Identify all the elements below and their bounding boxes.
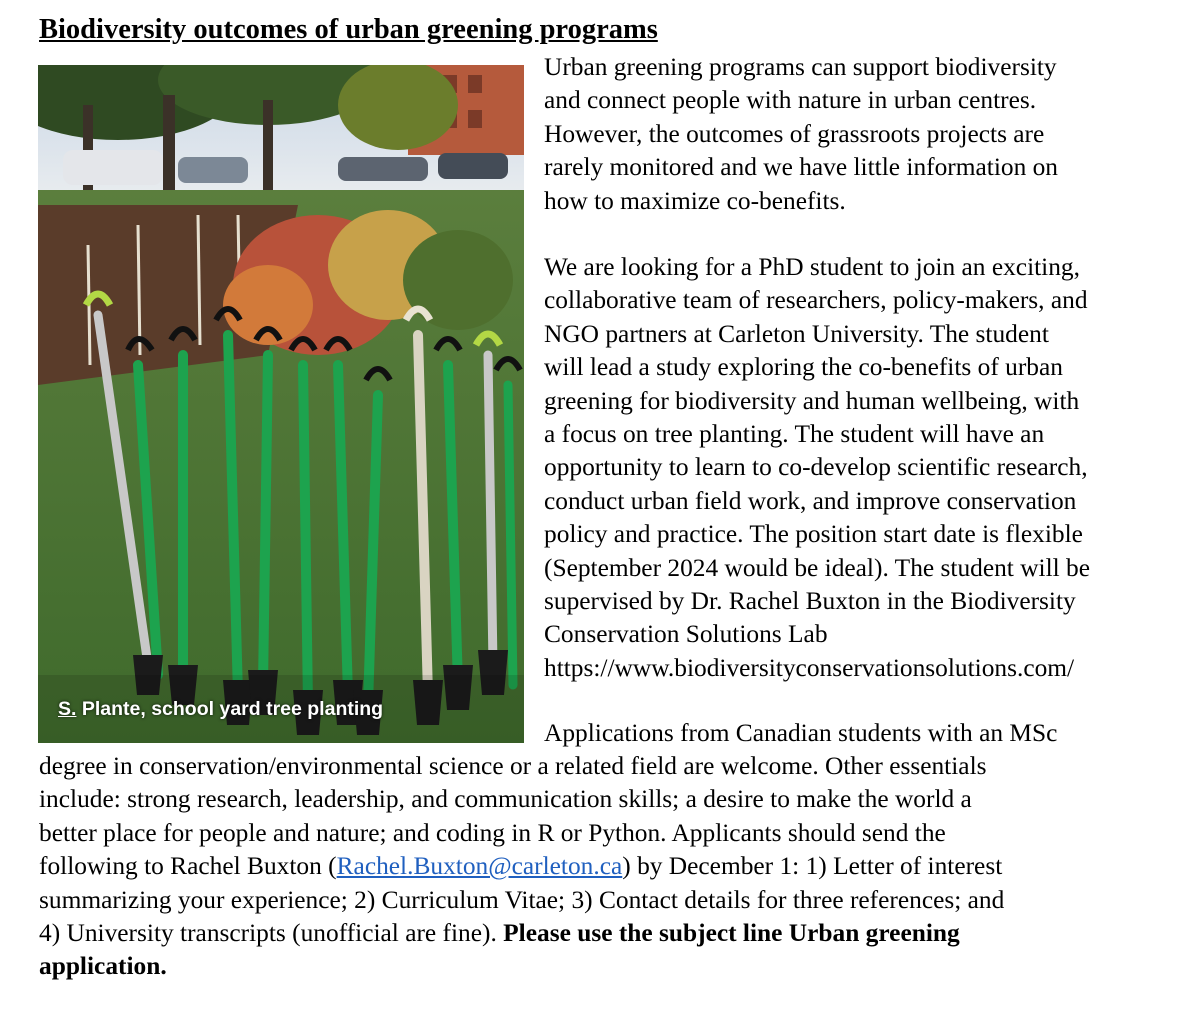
position-line: collaborative team of researchers, policy-makers, and bbox=[544, 286, 1088, 315]
applications-first-line bbox=[544, 717, 1057, 750]
position-line: will lead a study exploring the co-benefits of urban bbox=[544, 353, 1063, 382]
photo-caption bbox=[58, 698, 383, 721]
intro-line: and connect people with nature in urban centres. bbox=[544, 86, 1037, 115]
position-line: We are looking for a PhD student to join an exciting, bbox=[544, 253, 1080, 281]
position-paragraph bbox=[544, 251, 1090, 685]
applications-paragraph bbox=[39, 750, 1004, 984]
applications-line: better place for people and nature; and coding in R or Python. Applicants should send the bbox=[39, 818, 946, 847]
applications-line: degree in conservation/environmental science or a related field are welcome. Other essentials bbox=[39, 752, 987, 780]
caption-initial: S. bbox=[58, 698, 77, 720]
page-title: Biodiversity outcomes of urban greening programs bbox=[39, 14, 658, 45]
position-line: (September 2024 would be ideal). The student will be bbox=[544, 553, 1091, 582]
intro-line: rarely monitored and we have little information on bbox=[544, 153, 1058, 182]
photo-illustration bbox=[38, 65, 524, 743]
transcripts-text: 4) University transcripts (unofficial are fine). bbox=[39, 918, 504, 947]
tree-planting-photo bbox=[38, 65, 524, 743]
caption-text: Plante, school yard tree planting bbox=[76, 698, 384, 720]
position-line: a focus on tree planting. The student will have an bbox=[544, 419, 1045, 448]
applications-line bbox=[39, 917, 1004, 950]
position-line: opportunity to learn to co-develop scientific research, bbox=[544, 453, 1088, 482]
lab-website-url: https://www.biodiversityconservationsolutions.com/ bbox=[544, 653, 1075, 682]
subject-line-instruction: Please use the subject line Urban greening bbox=[503, 918, 960, 947]
applications-line: summarizing your experience; 2) Curriculum Vitae; 3) Contact details for three references; and bbox=[39, 885, 1005, 914]
email-link[interactable]: Rachel.Buxton@carleton.ca bbox=[336, 852, 623, 881]
applications-line: include: strong research, leadership, and communication skills; a desire to make the world a bbox=[39, 785, 972, 814]
intro-line: how to maximize co-benefits. bbox=[544, 186, 846, 215]
email-suffix-text: ) by December 1: 1) Letter of interest bbox=[622, 852, 1003, 881]
intro-line: Urban greening programs can support biodiversity bbox=[544, 53, 1057, 81]
applications-line bbox=[39, 850, 1004, 883]
position-line: NGO partners at Carleton University. The student bbox=[544, 319, 1049, 348]
position-line: greening for biodiversity and human wellbeing, with bbox=[544, 386, 1080, 415]
position-line: conduct urban field work, and improve conservation bbox=[544, 486, 1077, 515]
intro-paragraph bbox=[544, 51, 1058, 218]
intro-line: However, the outcomes of grassroots projects are bbox=[544, 119, 1045, 148]
subject-line-end: application. bbox=[39, 952, 167, 981]
applications-line: Applications from Canadian students with an MSc bbox=[544, 719, 1058, 747]
position-line: policy and practice. The position start date is flexible bbox=[544, 520, 1083, 549]
position-line: supervised by Dr. Rachel Buxton in the Biodiversity bbox=[544, 586, 1076, 615]
email-prefix-text: following to Rachel Buxton ( bbox=[39, 852, 337, 881]
position-line: Conservation Solutions Lab bbox=[544, 620, 828, 649]
